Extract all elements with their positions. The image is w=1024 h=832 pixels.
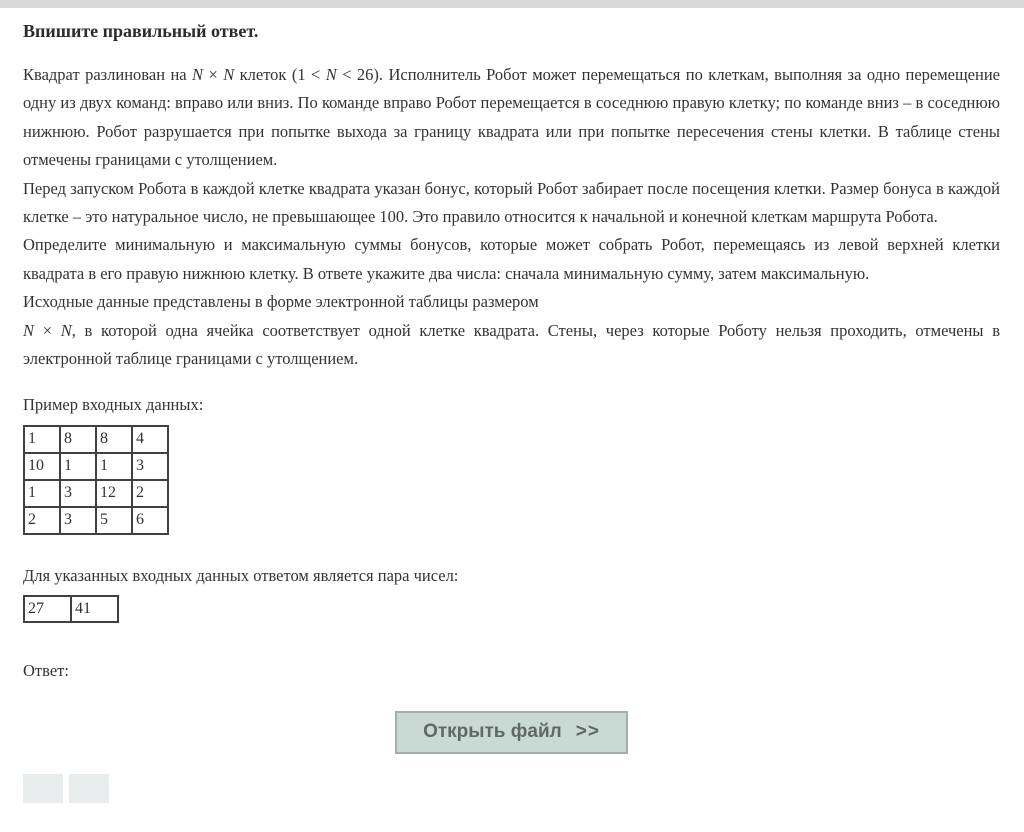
variable-n: N [23, 320, 35, 340]
problem-statement-p4: Исходные данные представлены в форме электронной таблицы размером [23, 292, 539, 312]
p1-text: < 26). Исполнитель Робот может перемещаться по клеткам, выполняя за одно перемещение одну из двух команд: вправо или вниз. По команде вправо Робот перемещается в соседнюю правую клетку; по команде вниз – в соседнюю нижнюю. Робот разрушается при попытке выхода за границу квадрата или при попытке пересечения стены клетки. В таблице стены отмечены границами с утолщением. [23, 65, 1000, 170]
task-page [0, 8, 1024, 803]
answer-label: Ответ: [23, 660, 69, 680]
grid-cell: 5 [96, 507, 132, 534]
p1-text: Квадрат разлинован на [23, 65, 193, 84]
variable-n: N [192, 65, 204, 84]
placeholder-button-2[interactable] [69, 774, 109, 803]
grid-cell: 2 [24, 507, 60, 534]
grid-cell: 6 [132, 507, 168, 534]
grid-cell: 3 [60, 480, 96, 507]
page-title: Впишите правильный ответ. [23, 21, 259, 41]
top-bar [0, 0, 1024, 8]
result-pair-table [23, 595, 119, 623]
p5-text: × [34, 320, 61, 340]
problem-statement-p5 [23, 317, 1000, 374]
grid-cell: 8 [96, 426, 132, 453]
example-input-table [23, 425, 169, 535]
problem-statement-p1 [23, 61, 1000, 175]
double-chevron-right-icon: >> [575, 721, 600, 743]
table-row [24, 596, 118, 622]
table-row [24, 453, 168, 480]
p1-text: × [203, 65, 224, 84]
grid-cell: 12 [96, 480, 132, 507]
variable-n: N [325, 65, 337, 84]
grid-cell: 3 [60, 507, 96, 534]
example-data-label: Пример входных данных: [23, 395, 204, 415]
placeholder-button-1[interactable] [23, 774, 63, 803]
p5-text: , в которой одна ячейка соответствует одной клетке квадрата. Стены, через которые Роботу нельзя проходить, отмечены в электронной таблице границами с утолщением. [23, 320, 1000, 369]
variable-n: N [223, 65, 235, 84]
grid-cell: 8 [60, 426, 96, 453]
grid-cell: 1 [96, 453, 132, 480]
open-file-button-label: Открыть файл [423, 721, 562, 743]
grid-cell: 4 [132, 426, 168, 453]
table-row [24, 480, 168, 507]
grid-cell: 1 [60, 453, 96, 480]
grid-cell: 1 [24, 426, 60, 453]
grid-cell: 2 [132, 480, 168, 507]
open-file-button[interactable] [395, 711, 628, 754]
p1-text: клеток (1 < [234, 65, 326, 84]
result-pair-label: Для указанных входных данных ответом является пара чисел: [23, 565, 459, 585]
problem-statement-p2: Перед запуском Робота в каждой клетке квадрата указан бонус, который Робот забирает после посещения клетки. Размер бонуса в каждой клетке – это натуральное число, не превышающее 100. Это правило относится к начальной и конечной клеткам маршрута Робота. [23, 178, 1000, 227]
button-row [23, 711, 1000, 754]
grid-cell: 41 [71, 596, 118, 622]
placeholder-row [23, 774, 1000, 803]
variable-n: N [60, 320, 72, 340]
grid-cell: 1 [24, 480, 60, 507]
table-row [24, 426, 168, 453]
table-row [24, 507, 168, 534]
grid-cell: 27 [24, 596, 71, 622]
grid-cell: 3 [132, 453, 168, 480]
problem-statement-p3: Определите минимальную и максимальную суммы бонусов, которые может собрать Робот, перемещаясь из левой верхней клетки квадрата в его правую нижнюю клетку. В ответе укажите два числа: сначала минимальную сумму, затем максимальную. [23, 235, 1000, 283]
grid-cell: 10 [24, 453, 60, 480]
